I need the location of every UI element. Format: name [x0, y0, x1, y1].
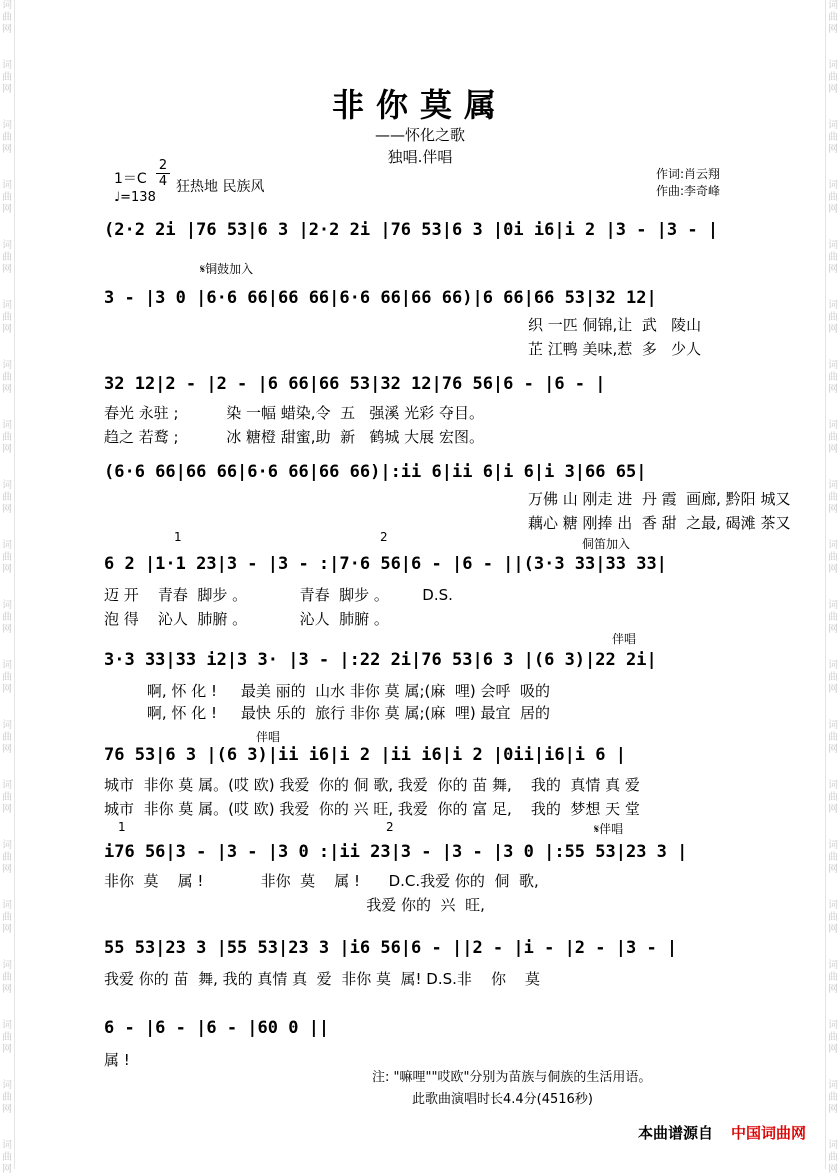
watermark-text: 词曲网	[2, 540, 12, 575]
lyric-row-6-verse-2: 啊, 怀 化 ! 最快 乐的 旅行 非你 莫 属;(麻 哩) 最宜 居的	[104, 704, 551, 722]
marker-segno-chorus: 𝄋伴唱	[594, 822, 624, 836]
watermark-text: 词曲网	[2, 360, 12, 395]
notation-row-3: 32 12|2 - |2 - |6 66|66 53|32 12|76 56|6 - |6 - |	[104, 374, 606, 394]
footnote-line-1: 注: "嘛哩""哎欧"分别为苗族与侗族的生活用语。	[372, 1070, 652, 1085]
lyric-row-10-verse-1: 属 !	[104, 1051, 130, 1069]
notation-row-5: 6 2 |1·1 23|3 - |3 - :|7·6 56|6 - |6 - ||(3·3 33|33 33|	[104, 554, 667, 574]
marker-chorus-1: 伴唱	[612, 632, 637, 646]
lyric-row-3-verse-1: 春光 永驻 ; 染 一幅 蜡染,令 五 强溪 光彩 夺目。	[104, 404, 484, 422]
watermark-text: 词曲网	[828, 900, 838, 935]
watermark-text: 词曲网	[2, 480, 12, 515]
brand-link[interactable]: 中国词曲网	[730, 1124, 806, 1142]
watermark-text: 词曲网	[828, 0, 838, 35]
metronome-mark: ♩=138	[114, 190, 156, 205]
lyric-row-2-verse-2: 芷 江鸭 美味,惹 多 少人	[528, 340, 702, 358]
notation-row-8: i76 56|3 - |3 - |3 0 :|ii 23|3 - |3 - |3 0 |:55 53|23 3 |	[104, 842, 688, 862]
watermark-text: 词曲网	[828, 180, 838, 215]
watermark-text: 词曲网	[2, 300, 12, 335]
footnote-line-2: 此歌曲演唱时长4.4分(4516秒)	[412, 1092, 593, 1107]
time-signature	[156, 158, 170, 189]
watermark-text: 词曲网	[2, 1020, 12, 1055]
watermark-text: 词曲网	[828, 420, 838, 455]
watermark-text: 词曲网	[2, 1080, 12, 1115]
lyric-row-8-verse-1: 非你 莫 属 ! 非你 莫 属 ! D.C.我爱 你的 侗 歌,	[104, 872, 539, 890]
watermark-text: 词曲网	[828, 360, 838, 395]
composer: 作曲:李奇峰	[656, 184, 721, 198]
watermark-right	[825, 0, 840, 1175]
watermark-text: 词曲网	[828, 1080, 838, 1115]
lyric-row-8-verse-2: 我爱 你的 兴 旺,	[104, 896, 485, 914]
lyric-row-7-verse-1: 城市 非你 莫 属。(哎 欧) 我爱 你的 侗 歌, 我爱 你的 苗 舞, 我的 真情 真 爱	[104, 776, 640, 794]
watermark-text: 词曲网	[828, 780, 838, 815]
notation-row-4: (6·6 66|66 66|6·6 66|66 66)|:ii 6|ii 6|i 6|i 3|66 65|	[104, 462, 647, 482]
lyric-row-2-verse-1: 织 一匹 侗锦,让 武 陵山	[528, 316, 702, 334]
credits	[656, 166, 720, 200]
watermark-text: 词曲网	[2, 900, 12, 935]
lyric-row-5-verse-1: 迈 开 青春 脚步 。 青春 脚步 。 D.S.	[104, 586, 453, 604]
notation-row-6: 3·3 33|33 i2|3 3· |3 - |:22 2i|76 53|6 3 |(6 3)|22 2i|	[104, 650, 657, 670]
watermark-text: 词曲网	[828, 120, 838, 155]
watermark-text: 词曲网	[2, 780, 12, 815]
time-signature-bottom: 4	[156, 173, 170, 189]
lyric-row-7-verse-2: 城市 非你 莫 属。(哎 欧) 我爱 你的 兴 旺, 我爱 你的 富 足, 我的 梦想 天 堂	[104, 800, 640, 818]
watermark-text: 词曲网	[2, 600, 12, 635]
watermark-text: 词曲网	[828, 1140, 838, 1175]
marker-ending-2: 2	[380, 530, 388, 544]
song-subtitle: ——怀化之歌	[374, 126, 465, 144]
marker-ending-1b: 1	[118, 820, 126, 834]
key-signature: 1＝C	[114, 171, 147, 187]
watermark-text: 词曲网	[2, 420, 12, 455]
watermark-text: 词曲网	[2, 660, 12, 695]
tempo-marking: 狂热地 民族风	[176, 179, 265, 195]
lyric-row-4-verse-1: 万佛 山 刚走 进 丹 霞 画廊, 黔阳 城又	[528, 490, 791, 508]
watermark-text: 词曲网	[828, 480, 838, 515]
watermark-text: 词曲网	[2, 180, 12, 215]
notation-row-9: 55 53|23 3 |55 53|23 3 |i6 56|6 - ||2 - |i - |2 - |3 - |	[104, 938, 678, 958]
watermark-text: 词曲网	[2, 240, 12, 275]
lyric-row-9-verse-1: 我爱 你的 苗 舞, 我的 真情 真 爱 非你 莫 属! D.S.非 你 莫	[104, 970, 541, 988]
watermark-text: 词曲网	[828, 840, 838, 875]
watermark-text: 词曲网	[828, 660, 838, 695]
watermark-text: 词曲网	[2, 1140, 12, 1175]
watermark-text: 词曲网	[828, 240, 838, 275]
song-title: 非你莫属	[331, 86, 508, 124]
watermark-text: 词曲网	[828, 600, 838, 635]
watermark-text: 词曲网	[2, 960, 12, 995]
notation-row-7: 76 53|6 3 |(6 3)|ii i6|i 2 |ii i6|i 2 |0ii|i6|i 6 |	[104, 745, 626, 765]
lyric-row-3-verse-2: 趋之 若鹜 ; 冰 糖橙 甜蜜,助 新 鹤城 大展 宏图。	[104, 428, 484, 446]
watermark-text: 词曲网	[2, 720, 12, 755]
marker-flute: 侗笛加入	[582, 537, 631, 551]
lyric-row-6-verse-1: 啊, 怀 化 ! 最美 丽的 山水 非你 莫 属;(麻 哩) 会呼 吸的	[104, 682, 551, 700]
watermark-text: 词曲网	[2, 120, 12, 155]
marker-drums: 𝄋铜鼓加入	[200, 262, 254, 276]
performance-type: 独唱.伴唱	[387, 148, 453, 166]
watermark-text: 词曲网	[2, 840, 12, 875]
watermark-text: 词曲网	[828, 960, 838, 995]
watermark-text: 词曲网	[828, 60, 838, 95]
marker-ending-1: 1	[174, 530, 182, 544]
source-footer	[638, 1122, 806, 1143]
lyricist: 作词:肖云翔	[656, 167, 721, 181]
watermark-text: 词曲网	[828, 720, 838, 755]
watermark-text: 词曲网	[828, 1020, 838, 1055]
notation-row-1: (2·2 2i |76 53|6 3 |2·2 2i |76 53|6 3 |0i i6|i 2 |3 - |3 - |	[104, 220, 719, 240]
marker-ending-2b: 2	[386, 820, 394, 834]
lyric-row-4-verse-2: 藕心 糖 刚捧 出 香 甜 之最, 碣滩 茶又	[528, 514, 791, 532]
watermark-text: 词曲网	[828, 540, 838, 575]
watermark-text: 词曲网	[828, 300, 838, 335]
watermark-text: 词曲网	[2, 60, 12, 95]
watermark-text: 词曲网	[2, 0, 12, 35]
time-signature-top: 2	[158, 158, 168, 173]
lyric-row-5-verse-2: 泡 得 沁人 肺腑 。 沁人 肺腑 。	[104, 610, 389, 628]
watermark-left	[0, 0, 15, 1175]
notation-row-2: 3 - |3 0 |6·6 66|66 66|6·6 66|66 66)|6 66|66 53|32 12|	[104, 288, 657, 308]
marker-chorus-2: 伴唱	[256, 730, 281, 744]
source-label: 本曲谱源自	[637, 1124, 713, 1142]
notation-row-10: 6 - |6 - |6 - |60 0 ||	[104, 1018, 330, 1038]
footnote	[372, 1067, 651, 1111]
